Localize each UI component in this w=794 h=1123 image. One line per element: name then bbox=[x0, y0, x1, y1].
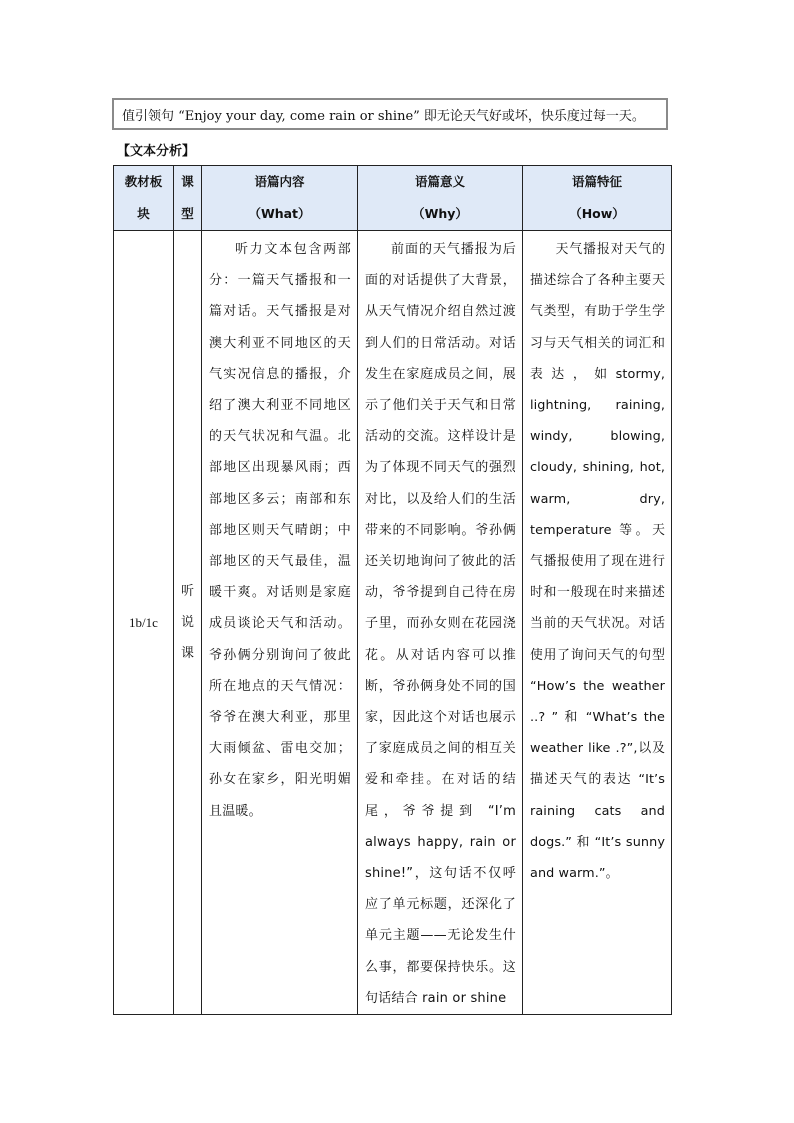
intro-text: 值引领句 “Enjoy your day, come rain or shine” 即无论天气好或坏，快乐度过每一天。 bbox=[122, 108, 645, 124]
type-char-3: 课 bbox=[180, 646, 194, 662]
header-what-line2: （What） bbox=[248, 206, 311, 221]
header-why-line1: 语篇意义 bbox=[414, 174, 465, 189]
header-how bbox=[523, 166, 672, 231]
header-how-line1: 语篇特征 bbox=[571, 174, 622, 189]
header-type-line1: 课 bbox=[181, 174, 194, 189]
header-type bbox=[174, 166, 202, 231]
cell-why bbox=[358, 231, 523, 1015]
header-module-line1: 教材板 bbox=[124, 174, 163, 189]
header-what bbox=[202, 166, 358, 231]
header-why bbox=[358, 166, 523, 231]
cell-what bbox=[202, 231, 358, 1015]
type-char-1: 听 bbox=[180, 584, 194, 600]
header-module-line2: 块 bbox=[137, 206, 150, 221]
how-text: 天气播报对天气的描述综合了各种主要天气类型，有助于学生学习与天气相关的词汇和表达，如stormy, lightning, raining, windy, blowing, cloudy, shining, hot, warm, dry, temperature 等。天气播报使用了现在进行时和一般现在时来描述当前的天气状况。对话使用了询问天气的句型 “How’s the weather ..? ” 和 “What’s the weather like .?”,以及描述天气的表达 “It’s raining cats and dogs.” 和 “It’s sunny and warm.”。 bbox=[530, 242, 665, 882]
header-what-line1: 语篇内容 bbox=[254, 174, 305, 189]
cell-module: 1b/1c bbox=[114, 231, 174, 1015]
intro-box bbox=[112, 98, 668, 130]
cell-type bbox=[174, 231, 202, 1015]
header-how-line2: （How） bbox=[569, 206, 625, 221]
table-row bbox=[114, 231, 672, 1015]
section-title: 【文本分析】 bbox=[117, 144, 196, 159]
table-header-row bbox=[114, 166, 672, 231]
what-text: 听力文本包含两部分：一篇天气播报和一篇对话。天气播报是对澳大利亚不同地区的天气实况信息的播报，介绍了澳大利亚不同地区的天气状况和气温。北部地区出现暴风雨；西部地区多云；南部和东部地区则天气晴朗；中部地区的天气最佳，温暖干爽。对话则是家庭成员谈论天气和活动。爷孙俩分别询问了彼此所在地点的天气情况：爷爷在澳大利亚，那里大雨倾盆、雷电交加；孙女在家乡，阳光明媚且温暖。 bbox=[209, 242, 351, 819]
why-text: 前面的天气播报为后面的对话提供了大背景，从天气情况介绍自然过渡到人们的日常活动。对话发生在家庭成员之间，展示了他们关于天气和日常活动的交流。这样设计是为了体现不同天气的强烈对比，以及给人们的生活带来的不同影响。爷孙俩还关切地询问了彼此的活动，爷爷提到自己待在房子里，而孙女则在花园浇花。从对话内容可以推断，爷孙俩身处不同的国家，因此这个对话也展示了家庭成员之间的相互关爱和牵挂。在对话的结尾，爷爷提到 “I’m always happy, rain or shine!”，这句话不仅呼应了单元标题，还深化了单元主题——无论发生什么事，都要保持快乐。这句话结合 rain or shine bbox=[365, 242, 516, 1006]
header-module bbox=[114, 166, 174, 231]
text-analysis-table bbox=[113, 165, 672, 1015]
header-type-line2: 型 bbox=[181, 206, 194, 221]
cell-how bbox=[523, 231, 672, 1015]
header-why-line2: （Why） bbox=[412, 206, 468, 221]
type-char-2: 说 bbox=[180, 615, 194, 631]
